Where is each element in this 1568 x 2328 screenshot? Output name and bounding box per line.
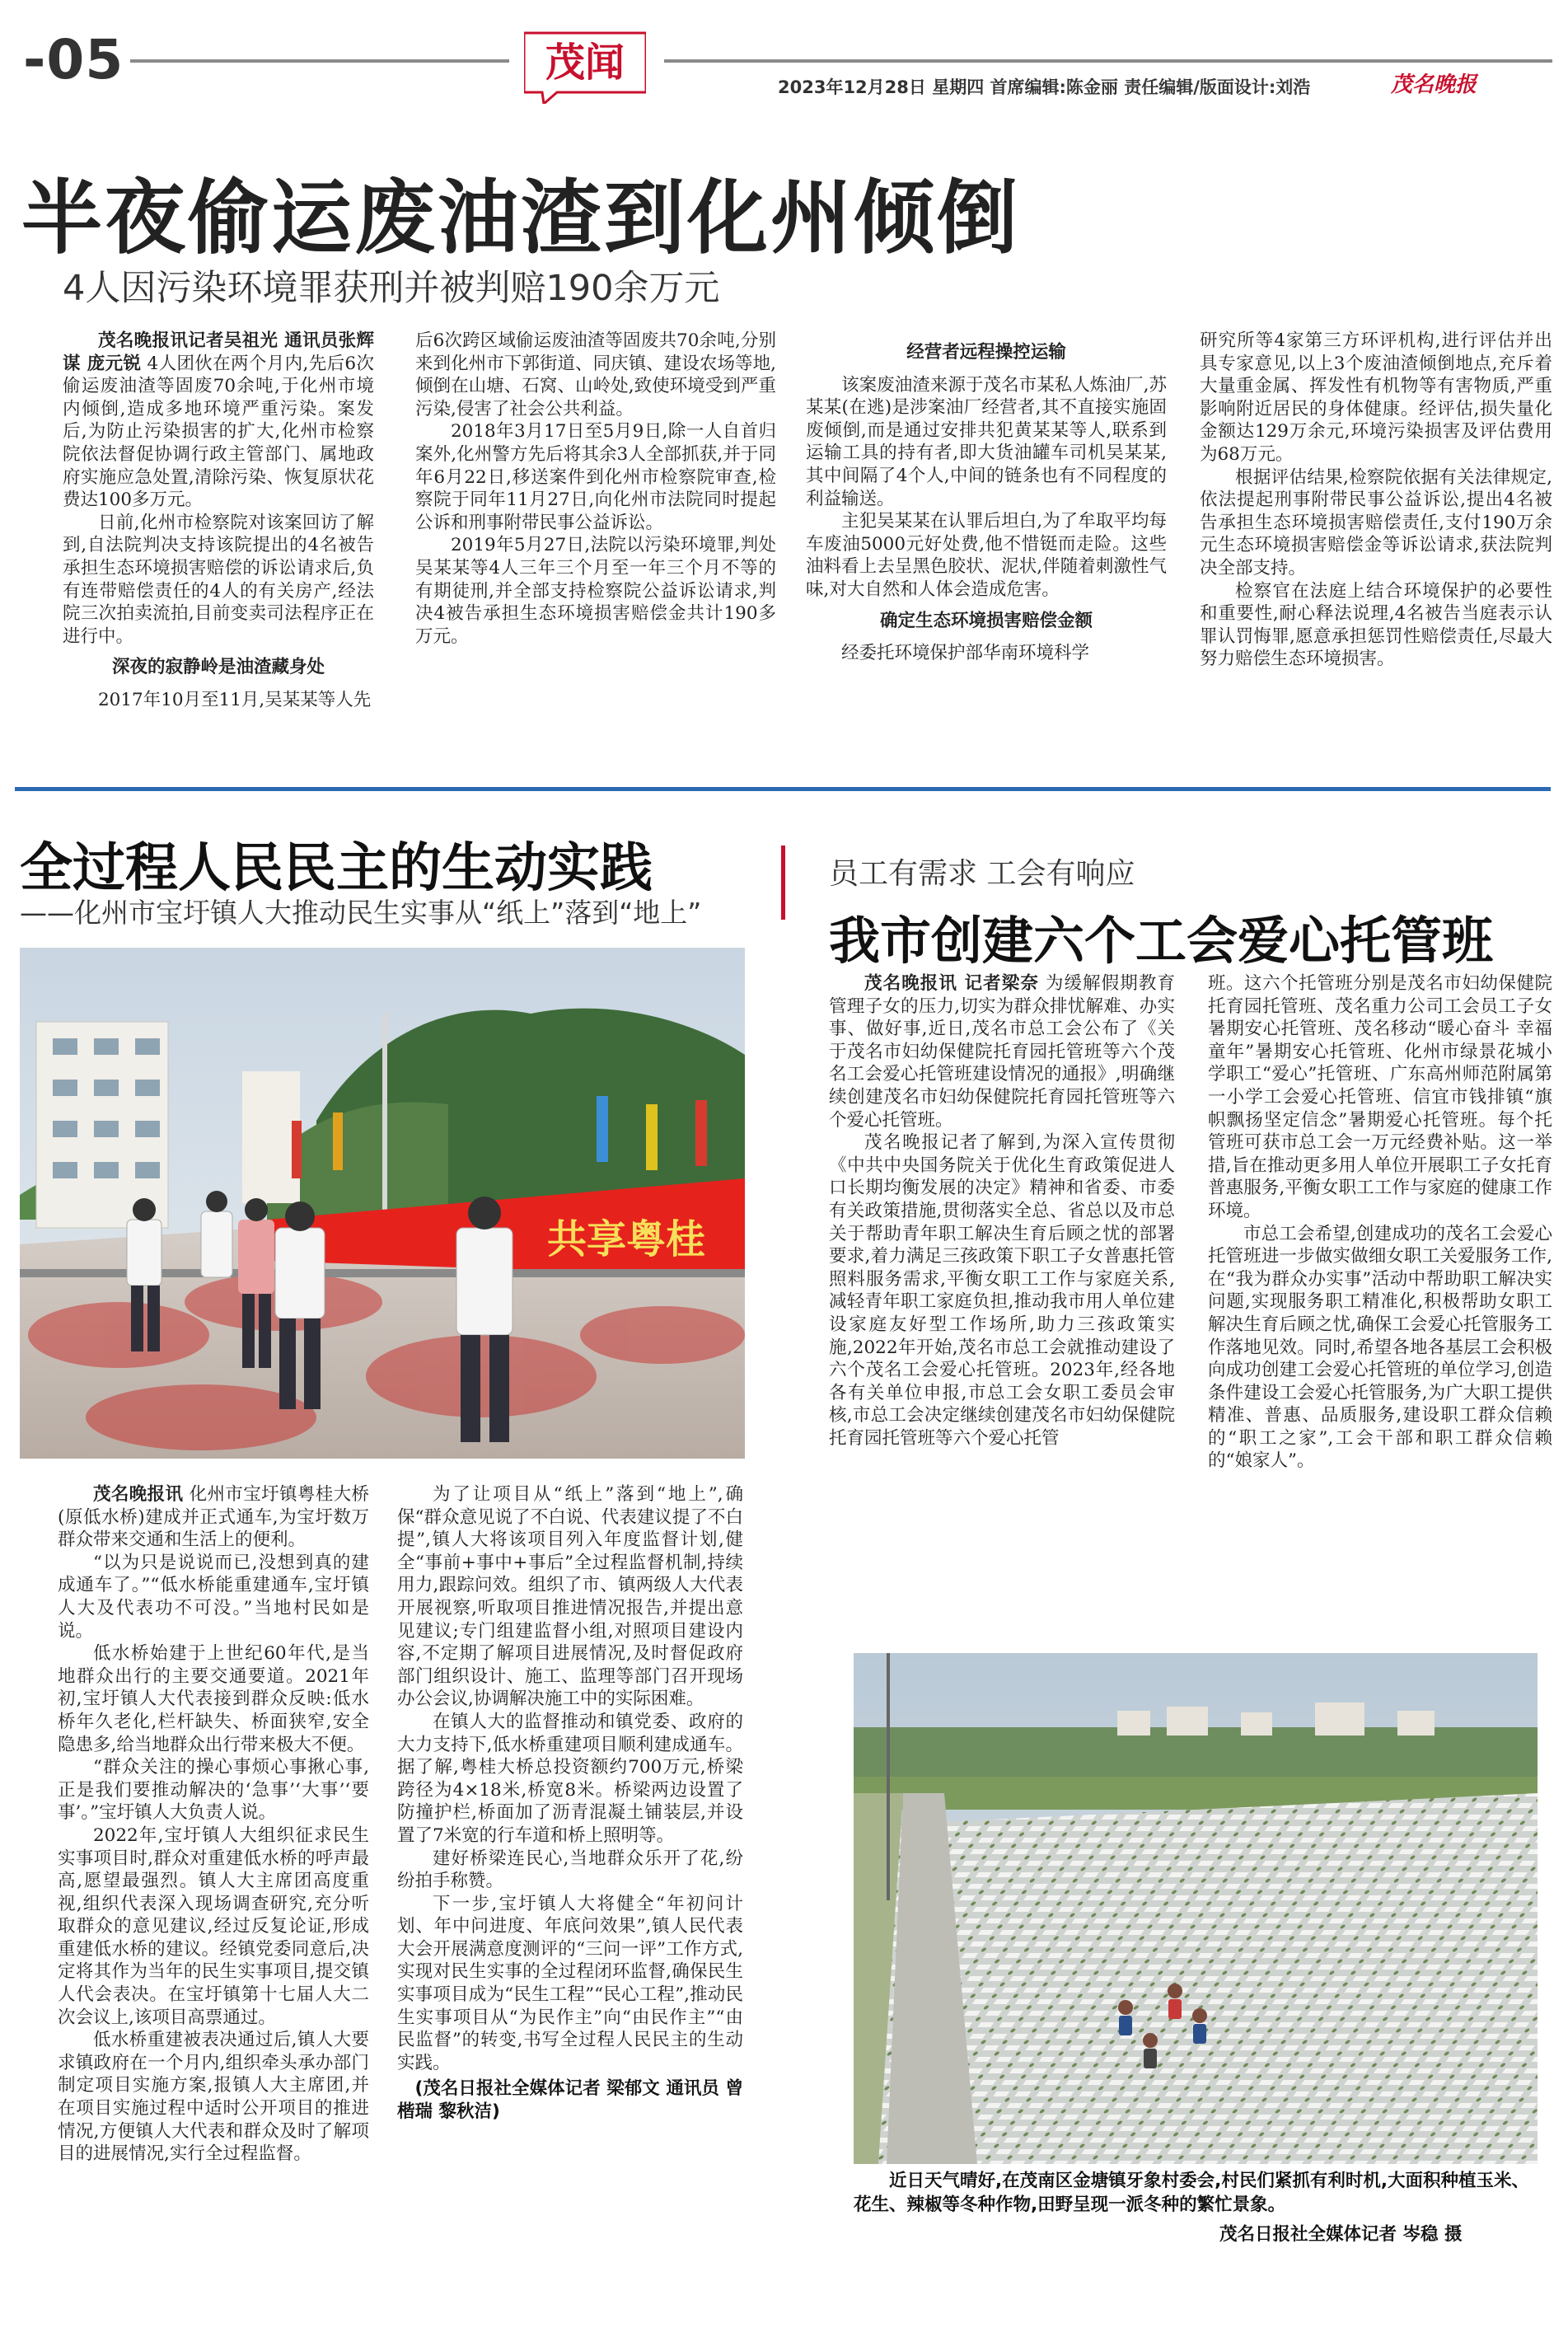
page-number: -05 xyxy=(23,28,124,91)
lead-col4-p3: 检察官在法庭上结合环境保护的必要性和重要性,耐心释法说理,4名被告当庭表示认罪认罚悔罪,愿意承担惩罚性赔偿责任,尽最大努力赔偿生态环境损害。 xyxy=(1200,580,1552,670)
left-subheadline: ——化州市宝圩镇人大推动民生实事从“纸上”落到“地上” xyxy=(20,897,702,929)
lead-col1-tail: 2017年10月至11月,吴某某等人先 xyxy=(98,689,372,710)
lead-headline: 半夜偷运废油渣到化州倾倒 xyxy=(21,171,1021,265)
section-tag xyxy=(524,28,646,104)
photo-caption: 近日天气晴好,在茂南区金塘镇牙象村委会,村民们紧抓有利时机,大面积种植玉米、花生、辣椒等冬种作物,田野呈现一派冬种的繁忙景象。 xyxy=(854,2171,1530,2215)
lead-col3-p1: 该案废油渣来源于茂名市某私人炼油厂,苏某某(在逃)是涉案油厂经营者,其不直接实施固废倾倒,而是通过安排共犯黄某某等人,联系到运输工具的持有者,即大货油罐车司机吴某某,其中间隔了4个人,中间的链条也有不同程度的利益输送。 xyxy=(806,374,1167,509)
right-col2-p1: 班。这六个托管班分别是茂名市妇幼保健院托育园托管班、茂名重力公司工会员工子女暑期安心托管班、茂名移动“暖心奋斗 幸福童年”暑期安心托管班、化州市绿景花城小学职工“爱心”托管班、广东高州师范附属第一小学工会爱心托管班、信宜市钱排镇“旗帜飘扬坚定信念”暑期爱心托管班。每个托管班可获市总工会一万元经费补贴。这一举措,旨在推动更多用人单位开展职工子女托育普惠服务,平衡女职工工作与家庭的健康工作环境。 xyxy=(1208,973,1552,1221)
right-col1-p1: 为缓解假期教育管理子女的压力,切实为群众排忧解难、办实事、做好事,近日,茂名市总工会公布了《关于茂名市妇幼保健院托育园托管班等六个茂名工会爱心托管班建设情况的通报》,明确继续创建茂名市妇幼保健院托育园托管班等六个爱心托管班。 xyxy=(829,973,1175,1131)
left-col1-p6: 低水桥重建被表决通过后,镇人大要求镇政府在一个月内,组织牵头承办部门制定项目实施方案,报镇人大主席团,并在项目实施过程中适时公开项目的推进情况,方便镇人大代表和群众及时了解项目的进展情况,实行全过程监督。 xyxy=(58,2030,369,2165)
lead-subhead-1: 深夜的寂静岭是油渣藏身处 xyxy=(111,657,325,678)
lead-subhead-2: 经营者远程操控运输 xyxy=(906,342,1066,363)
left-col1-p2: “以为只是说说而已,没想到真的建成通车了。”“低水桥能重建通车,宝圩镇人大及代表功不可没。”当地村民如是说。 xyxy=(58,1552,369,1642)
header-rule-right xyxy=(664,59,1552,63)
left-col2-p4: 下一步,宝圩镇人大将健全“年初问计划、年中问进度、年底问效果”,镇人民代表大会开展满意度测评的“三问一评”工作方式,实现对民生实事的全过程闭环监督,确保民生实事项目成为“民生工程”“民心工程”,推动民生实事项目从“为民作主”向“由民作主”“由民监督”的转变,书写全过程人民民主的生动实践。 xyxy=(397,1893,743,2073)
left-col1-p1: 化州市宝圩镇粤桂大桥(原低水桥)建成并正式通车,为宝圩数万群众带来交通和生活上的便利。 xyxy=(58,1484,369,1551)
newspaper-logo: 茂名晚报 xyxy=(1391,73,1477,97)
bridge-photo xyxy=(20,948,745,1459)
right-col-2 xyxy=(1208,972,1552,1473)
lead-col-3 xyxy=(806,330,1167,665)
lead-col-4 xyxy=(1200,330,1552,671)
left-col1-p5: 2022年,宝圩镇人大组织征求民生实事项目时,群众对重建低水桥的呼声最高,愿望最强烈。镇人大主席团高度重视,组织代表深入现场调查研究,充分听取群众的意见建议,经过反复论证,形成重建低水桥的建议。经镇党委同意后,决定将其作为当年的民生实事项目,提交镇人代会表决。在宝圩镇第十七届人大二次会议上,该项目高票通过。 xyxy=(58,1824,369,2028)
right-kicker: 员工有需求 工会有响应 xyxy=(829,857,1135,891)
left-col2-p1: 为了让项目从“纸上”落到“地上”,确保“群众意见说了不白说、代表建议提了不白提”,镇人大将该项目列入年度监督计划,健全“事前+事中+事后”全过程监督机制,持续用力,跟踪问效。组织了市、镇两级人大代表开展视察,听取项目推进情况报告,并提出意见建议;专门组建监督小组,对照项目建设内容,不定期了解项目进展情况,及时督促政府部门组织设计、施工、监理等部门召开现场办公会议,协调解决施工中的实际困难。 xyxy=(397,1484,743,1710)
section-divider xyxy=(15,787,1551,791)
lead-col-2 xyxy=(415,330,776,648)
right-headline: 我市创建六个工会爱心托管班 xyxy=(829,911,1494,971)
right-col1-p2: 茂名晚报记者了解到,为深入宣传贯彻《中共中央国务院关于优化生育政策促进人口长期均衡发展的决定》精神和省委、市委有关政策措施,贯彻落实全总、省总以及市总关于帮助青年职工解决生育后顾之忧的部署要求,着力满足三孩政策下职工子女普惠托管照料服务需求,平衡女职工工作与家庭关系,减轻青年职工家庭负担,推动我市用人单位建设家庭友好型工作场所,助力三孩政策实施,2022年开始,茂名市总工会就推动建设了六个茂名工会爱心托管班。2023年,经各地各有关单位申报,市总工会女职工委员会审核,市总工会决定继续创建茂名市妇幼保健院托育园托管班等六个爱心托管 xyxy=(829,1132,1175,1449)
left-col1-p4: “群众关注的操心事烦心事揪心事,正是我们要推动解决的‘急事’‘大事’‘要事’。”宝圩镇人大负责人说。 xyxy=(58,1757,369,1824)
lead-col4-p1: 研究所等4家第三方环评机构,进行评估并出具专家意见,以上3个废油渣倾倒地点,充斥着大量重金属、挥发性有机物等有害物质,严重影响附近居民的身体健康。经评估,损失量化金额达129万余元,环境污染损害及评估费用为68万元。 xyxy=(1200,330,1552,465)
lead-col-1 xyxy=(63,330,374,712)
right-article-accent-bar xyxy=(781,845,785,920)
farmland-photo xyxy=(854,1653,1538,2164)
left-col2-p2: 在镇人大的监督推动和镇党委、政府的大力支持下,低水桥重建项目顺利建成通车。据了解,粤桂大桥总投资额约700万元,桥梁跨径为4×18米,桥宽8米。桥梁两边设置了防撞护栏,桥面加了沥青混凝土铺装层,并设置了7米宽的行车道和桥上照明等。 xyxy=(397,1711,743,1846)
lead-col3-p2: 主犯吴某某在认罪后坦白,为了牟取平均每车废油5000元好处费,他不惜铤而走险。这些油料看上去呈黑色胶状、泥状,伴随着刺激性气味,对大自然和人体会造成危害。 xyxy=(806,511,1167,600)
left-headline: 全过程人民民主的生动实践 xyxy=(20,838,653,899)
lead-subhead-3: 确定生态环境损害赔偿金额 xyxy=(879,610,1093,631)
lead-col2-p2: 2018年3月17日至5月9日,除一人自首归案外,化州警方先后将其余3人全部抓获,并于同年6月22日,移送案件到化州市检察院审查,检察院于同年11月27日,向化州市法院同时提起公诉和刑事附带民事公益诉讼。 xyxy=(415,421,776,533)
lead-col4-p2: 根据评估结果,检察院依据有关法律规定,依法提起刑事附带民事公益诉讼,提出4名被告承担生态环境损害赔偿责任,支付190万余元生态环境损害赔偿金等诉讼请求,获法院判决全部支持。 xyxy=(1200,466,1552,578)
right-col2-p2: 市总工会希望,创建成功的茂名工会爱心托管班进一步做实做细女职工关爱服务工作,在“我为群众办实事”活动中帮助职工解决实问题,实现服务职工精准化,积极帮助女职工解决生育后顾之忧,确保工会爱心托管服务工作落地见效。同时,希望各地各基层工会积极向成功创建工会爱心托管班的单位学习,创造条件建设工会爱心托管服务,为广大职工提供精准、普惠、品质服务,建设职工群众信赖的“职工之家”,工会干部和职工群众信赖的“娘家人”。 xyxy=(1208,1223,1552,1472)
lead-col1-p1: 4人团伙在两个月内,先后6次偷运废油渣等固废70余吨,于化州市境内倾倒,造成多地环境严重污染。案发后,为防止污染损害的扩大,化州市检察院依法督促协调行政主管部门、属地政府实施应急处置,清除污染、恢复原状花费达100多万元。 xyxy=(63,353,374,511)
left-col1-p3: 低水桥始建于上世纪60年代,是当地群众出行的主要交通要道。2021年初,宝圩镇人大代表接到群众反映:低水桥年久老化,栏杆缺失、桥面狭窄,安全隐患多,给当地群众出行带来极大不便。 xyxy=(58,1643,369,1755)
left-col-1 xyxy=(58,1483,369,2166)
photo-banner-text: 共享粤桂 xyxy=(547,1216,706,1262)
right-col-1 xyxy=(829,972,1175,1450)
lead-col2-p3: 2019年5月27日,法院以污染环境罪,判处吴某某等4人三年三个月至一年三个月不等的有期徒刑,并全部支持检察院公益诉讼请求,判决4被告承担生态环境损害赔偿金共计190多万元。 xyxy=(415,535,776,647)
left-col2-p3: 建好桥梁连民心,当地群众乐开了花,纷纷拍手称赞。 xyxy=(397,1848,743,1892)
left-col-2 xyxy=(397,1483,743,2124)
header-rule-left xyxy=(130,59,509,63)
lead-col2-p1: 后6次跨区域偷运废油渣等固废共70余吨,分别来到化州市下郭街道、同庆镇、建设农场等地,倾倒在山塘、石窝、山岭处,致使环境受到严重污染,侵害了社会公共利益。 xyxy=(415,330,776,419)
left-credit: (茂名日报社全媒体记者 梁郁文 通讯员 曾楷瑞 黎秋洁) xyxy=(397,2078,743,2123)
photo-credit: 茂名日报社全媒体记者 岑稳 摄 xyxy=(1219,2224,1463,2245)
left-byline: 茂名晚报讯 xyxy=(93,1484,184,1505)
lead-col3-tail: 经委托环境保护部华南环境科学 xyxy=(841,643,1090,664)
lead-byline: 茂名晚报讯记者吴祖光 通讯员张辉谋 庞元锐 xyxy=(63,330,374,374)
section-label: 茂闻 xyxy=(545,40,625,86)
lead-subheadline: 4人因污染环境罪获刑并被判赔190余万元 xyxy=(63,268,720,309)
right-byline: 茂名晚报讯 记者梁奈 xyxy=(864,973,1039,994)
header-info: 2023年12月28日 星期四 首席编辑:陈金丽 责任编辑/版面设计:刘浩 xyxy=(778,77,1311,97)
lead-col1-p2: 日前,化州市检察院对该案回访了解到,自法院判决支持该院提出的4名被告承担生态环境损害赔偿的诉讼请求后,负有连带赔偿责任的4人的有关房产,经法院三次拍卖流拍,目前变卖司法程序正在进行中。 xyxy=(63,512,374,647)
